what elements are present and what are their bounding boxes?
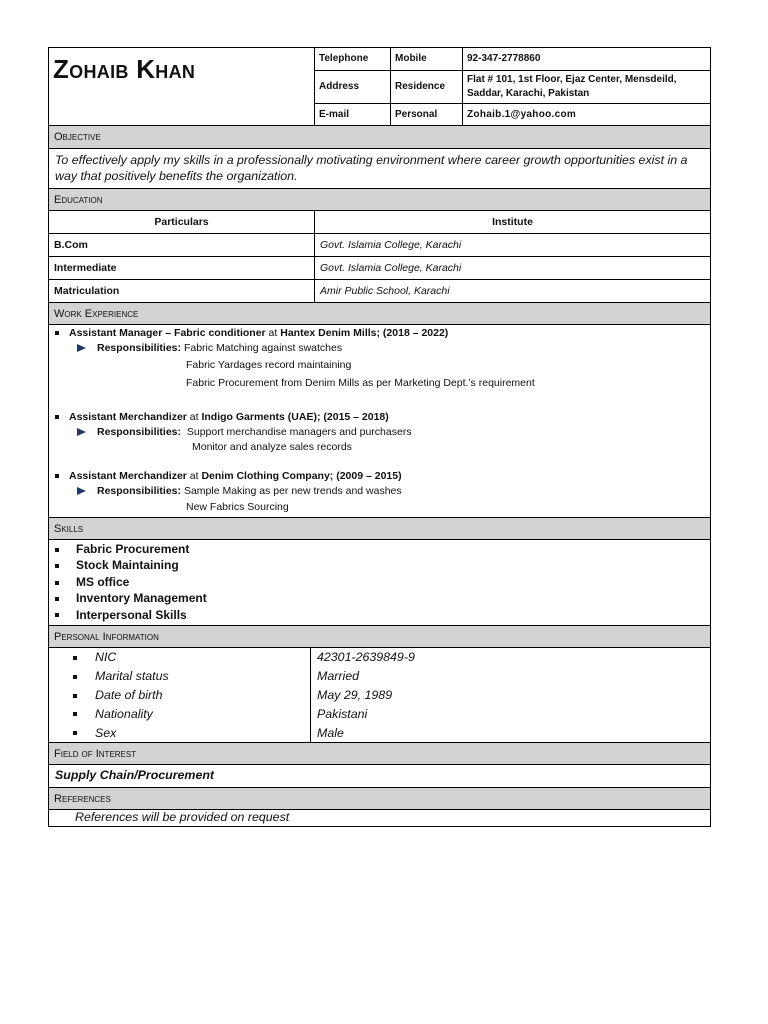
responsibilities-label: Responsibilities: [97, 342, 182, 354]
bullet-square-icon [55, 415, 59, 419]
personal-value: 42301-2639849-9 [317, 650, 415, 665]
personal-value: Male [317, 725, 344, 740]
bullet-square-icon [55, 564, 59, 568]
responsibilities-label: Responsibilities: [97, 485, 182, 497]
list-item [55, 541, 710, 557]
table-row [49, 704, 710, 723]
contact-phone-value: 92-347-2778860 [463, 48, 711, 70]
personal-value: Married [317, 669, 359, 684]
contact-subtype: Mobile [391, 48, 463, 70]
section-heading-skills: Skills [49, 517, 710, 540]
education-particular: Intermediate [49, 257, 315, 280]
job-responsibility-line [77, 342, 342, 354]
skill-label: Inventory Management [76, 591, 207, 606]
candidate-name: Zohaib Khan [49, 48, 315, 125]
job-title-line [55, 327, 448, 339]
personal-info-table [49, 648, 710, 742]
skill-label: MS office [76, 574, 130, 589]
list-item [55, 557, 710, 573]
job-at: at [186, 411, 202, 423]
list-item [55, 607, 710, 623]
job-company: Indigo Garments (UAE); (2015 – 2018) [201, 411, 389, 423]
responsibility-item: Monitor and analyze sales records [192, 441, 352, 453]
table-row [49, 234, 710, 257]
personal-key-label: Sex [95, 725, 117, 740]
arrow-bullet-icon [77, 344, 86, 352]
contact-type: Address [315, 70, 391, 103]
table-row [49, 667, 710, 686]
responsibilities-label: Responsibilities: [97, 426, 182, 438]
job-responsibility-line [77, 485, 402, 497]
address-line-1: Flat # 101, 1st Floor, Ejaz Center, Mensdeild, [467, 73, 677, 85]
bullet-square-icon [55, 331, 59, 335]
contact-subtype: Residence [391, 70, 463, 103]
job-title: Assistant Merchandizer [69, 470, 187, 482]
contact-row-address [315, 70, 710, 103]
job-company: Denim Clothing Company; (2009 – 2015) [201, 470, 402, 482]
contact-address-value [463, 70, 711, 103]
arrow-bullet-icon [77, 487, 86, 495]
responsibility-item: Fabric Yardages record maintaining [186, 359, 352, 371]
responsibility-item: New Fabrics Sourcing [186, 501, 289, 513]
table-row [49, 257, 710, 280]
contact-subtype: Personal [391, 104, 463, 125]
bullet-square-icon [73, 656, 77, 660]
bullet-square-icon [55, 613, 59, 617]
responsibility-item: Fabric Procurement from Denim Mills as per Marketing Dept.’s requirement [186, 377, 535, 389]
skill-label: Fabric Procurement [76, 542, 190, 556]
job-at: at [186, 470, 202, 482]
bullet-square-icon [73, 675, 77, 679]
responsibility-item: Sample Making as per new trends and washes [183, 485, 402, 497]
section-heading-education: Education [49, 188, 710, 211]
personal-key [49, 667, 311, 686]
section-heading-objective: Objective [49, 126, 710, 149]
responsibility-item: Support merchandise managers and purchasers [186, 426, 412, 438]
bullet-square-icon [73, 731, 77, 735]
bullet-square-icon [55, 581, 59, 585]
table-row [49, 648, 710, 667]
education-institute: Amir Public School, Karachi [320, 285, 450, 297]
education-header-row [49, 211, 710, 234]
table-row [49, 280, 710, 303]
table-row [49, 686, 710, 705]
bullet-square-icon [55, 548, 59, 552]
field-of-interest-text: Supply Chain/Procurement [55, 767, 215, 782]
references-text: References will be provided on request [75, 809, 290, 824]
job-at: at [265, 327, 281, 339]
bullet-square-icon [55, 597, 59, 601]
address-line-2: Saddar, Karachi, Pakistan [467, 87, 590, 99]
personal-key [49, 648, 311, 667]
skill-label: Interpersonal Skills [76, 607, 187, 622]
personal-key-label: NIC [95, 650, 117, 665]
personal-key-label: Marital status [95, 669, 169, 684]
contact-row-email [315, 104, 710, 125]
skills-list [49, 540, 710, 625]
contact-email-value[interactable]: Zohaib.1@yahoo.com [467, 109, 577, 121]
personal-key-label: Nationality [95, 706, 153, 721]
section-heading-work-experience: Work Experience [49, 302, 710, 325]
section-heading-references: References [49, 787, 710, 810]
bullet-square-icon [55, 474, 59, 478]
education-institute: Govt. Islamia College, Karachi [315, 234, 711, 257]
column-header: Institute [315, 211, 711, 234]
resume-header [49, 48, 710, 126]
contact-type: E-mail [315, 104, 391, 125]
job-title: Assistant Merchandizer [69, 411, 187, 423]
personal-key [49, 704, 311, 723]
job-title-line [55, 470, 402, 482]
education-table [49, 211, 710, 302]
personal-key-label: Date of birth [95, 687, 163, 702]
contact-row-telephone [315, 48, 710, 70]
work-experience-list [49, 325, 710, 517]
objective-text: To effectively apply my skills in a professionally motivating environment where career growth opportunities exist in a way that positively benefits the organization. [55, 153, 688, 183]
education-institute: Govt. Islamia College, Karachi [315, 257, 711, 280]
job-responsibility-line [77, 426, 412, 438]
arrow-bullet-icon [77, 428, 86, 436]
list-item [55, 574, 710, 590]
education-particular: Matriculation [49, 280, 315, 303]
job-company: Hantex Denim Mills; (2018 – 2022) [280, 327, 449, 339]
bullet-square-icon [73, 694, 77, 698]
responsibility-item: Fabric Matching against swatches [183, 342, 343, 354]
contact-table [315, 48, 710, 125]
skill-label: Stock Maintaining [76, 558, 179, 573]
table-row [49, 723, 710, 742]
personal-value: May 29, 1989 [317, 687, 393, 702]
job-title: Assistant Manager – Fabric conditioner [69, 327, 266, 339]
personal-key [49, 686, 311, 705]
bullet-square-icon [73, 712, 77, 716]
resume-document [48, 47, 711, 827]
job-title-line [55, 411, 389, 423]
contact-type: Telephone [315, 48, 391, 70]
section-heading-personal-information: Personal Information [49, 625, 710, 648]
list-item [55, 590, 710, 606]
personal-value: Pakistani [317, 706, 368, 721]
personal-key [49, 723, 311, 742]
section-heading-field-of-interest: Field of Interest [49, 742, 710, 765]
education-particular: B.Com [49, 234, 315, 257]
column-header: Particulars [49, 211, 315, 234]
